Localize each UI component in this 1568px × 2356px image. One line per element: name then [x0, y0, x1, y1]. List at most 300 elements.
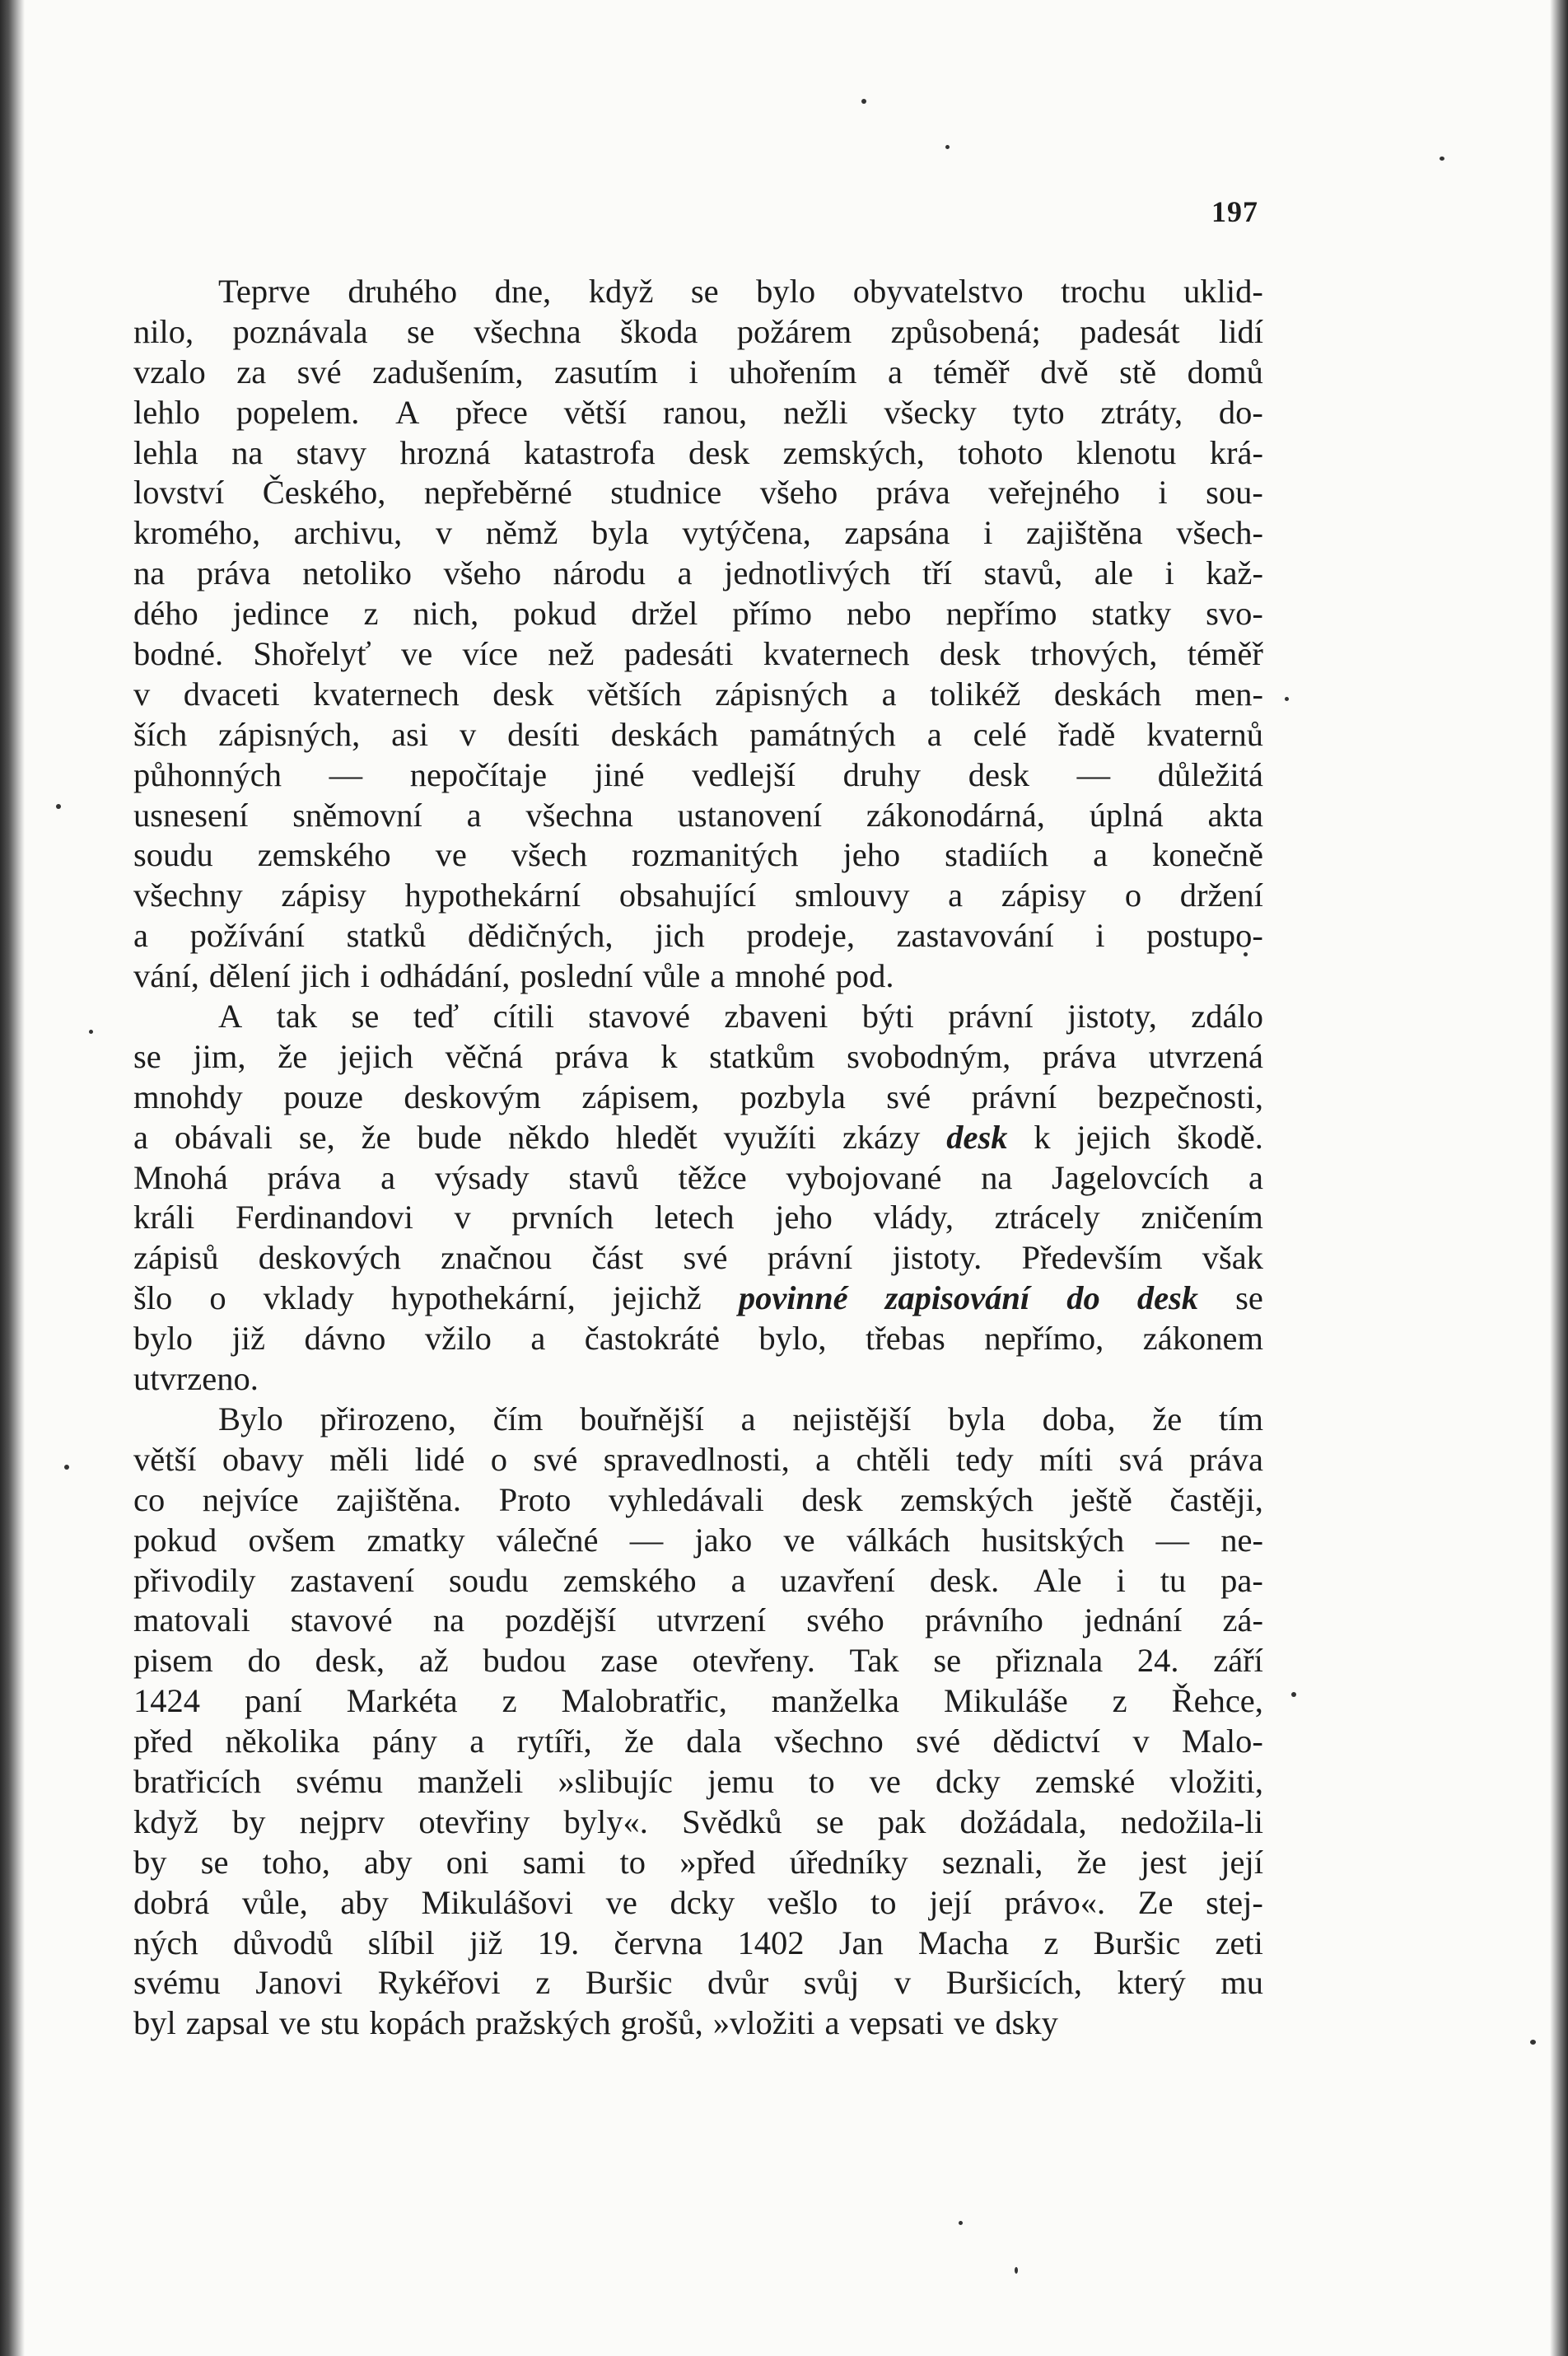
word: Proto — [498, 1480, 572, 1518]
word: své — [296, 353, 342, 390]
word: veřejného — [988, 474, 1120, 512]
word: kvaternech — [313, 675, 460, 713]
word: o — [490, 1440, 507, 1478]
page-edge-right — [1550, 0, 1568, 2356]
word: jistoty. — [892, 1239, 982, 1277]
word: vůle, — [241, 1883, 308, 1921]
word: třebas — [866, 1320, 945, 1358]
scan-speck — [1440, 157, 1444, 161]
word: manželi — [418, 1762, 524, 1800]
word: bratřicích — [133, 1762, 262, 1800]
word: z — [1043, 1924, 1059, 1961]
word: zákonodárná, — [866, 796, 1045, 834]
word: její — [1220, 1843, 1263, 1881]
word: právní — [767, 1239, 853, 1277]
word: část — [591, 1239, 644, 1277]
scan-speck — [64, 1465, 69, 1470]
text-line — [133, 1279, 1263, 1319]
word: zapsána — [844, 514, 950, 552]
word: o — [209, 1279, 226, 1317]
word: práva — [1189, 1440, 1263, 1478]
word: na — [981, 1158, 1013, 1196]
word: i — [1116, 1561, 1126, 1599]
word: archivu, — [293, 514, 403, 552]
word: mu — [1220, 1964, 1263, 2002]
word: padesát — [1080, 312, 1180, 350]
word: se — [690, 273, 719, 310]
word: na — [231, 433, 264, 471]
word: jedince — [232, 595, 329, 633]
word: dcky — [936, 1762, 1001, 1800]
word: kvaternech — [763, 635, 910, 673]
text-line — [133, 1359, 1263, 1400]
word: tří — [922, 554, 953, 592]
word: svo- — [1206, 595, 1263, 633]
word: i — [360, 957, 370, 995]
word: postupo- — [1146, 917, 1263, 955]
word: ztráty, — [1100, 393, 1183, 431]
word: ve — [605, 1883, 637, 1921]
word: vlády, — [873, 1199, 954, 1236]
word: nich, — [413, 595, 479, 633]
word: zbaveni — [724, 998, 828, 1035]
word: se — [1235, 1279, 1263, 1317]
word: zá- — [1222, 1601, 1263, 1639]
word: otevřeny. — [692, 1642, 815, 1680]
word: grošů, — [620, 2004, 703, 2042]
word: všechny — [133, 876, 243, 914]
word: vžilo — [424, 1320, 492, 1358]
word: že — [623, 1723, 654, 1760]
text-line — [133, 715, 1263, 755]
word: své — [886, 1077, 931, 1115]
word: manželka — [771, 1682, 899, 1720]
word: deskových — [258, 1239, 401, 1277]
word: tu — [1160, 1561, 1187, 1599]
word: požívání — [189, 917, 306, 955]
word: práva — [267, 1158, 342, 1196]
word: se — [133, 1037, 161, 1075]
word: častokráte — [584, 1320, 720, 1358]
word: své — [683, 1239, 728, 1277]
word: mnohé — [735, 957, 826, 995]
word: usnesení — [133, 796, 249, 834]
text-line — [133, 1238, 1263, 1279]
word: netoliko — [302, 554, 412, 592]
word: přímo — [732, 595, 812, 633]
word: men- — [1194, 675, 1263, 713]
word: ustanovení — [677, 796, 823, 834]
word: všechna — [474, 312, 581, 350]
word: držel — [631, 595, 698, 633]
word: desk — [946, 1118, 1008, 1156]
word: desk — [801, 1480, 863, 1518]
word: druhy — [842, 755, 922, 793]
word: »slibujíc — [558, 1762, 673, 1800]
word: Jagelovcích — [1052, 1158, 1210, 1196]
word: dožádala, — [959, 1802, 1087, 1840]
word: by — [231, 1802, 266, 1840]
word: Především — [1021, 1239, 1163, 1277]
word: i — [1158, 474, 1168, 512]
word: domů — [1187, 353, 1263, 390]
word: A — [395, 393, 420, 431]
word: Ale — [1034, 1561, 1082, 1599]
word: nejvíce — [202, 1480, 299, 1518]
word: zápisných, — [218, 715, 361, 753]
scan-speck — [1291, 1692, 1296, 1697]
word: byl — [133, 2004, 176, 2042]
word: září — [1213, 1642, 1263, 1680]
word: tyto — [1012, 393, 1065, 431]
word: z — [535, 1964, 551, 2002]
paragraph — [133, 272, 1263, 997]
word: Tak — [849, 1642, 899, 1680]
word: dcky — [670, 1883, 735, 1921]
word: že — [1076, 1843, 1107, 1881]
text-line — [133, 1118, 1263, 1158]
word: nebo — [846, 595, 912, 633]
word: řadě — [1057, 715, 1116, 753]
word: trochu — [1061, 273, 1146, 310]
text-line — [133, 1722, 1263, 1762]
word: pozbyla — [740, 1077, 846, 1115]
word: na — [432, 1601, 465, 1639]
word: sami — [522, 1843, 586, 1881]
text-line — [133, 1924, 1263, 1964]
word: a — [824, 2004, 840, 2042]
word: dsky — [995, 2004, 1058, 2042]
word: asi — [391, 715, 429, 753]
word: a — [881, 675, 897, 713]
word: vepsati — [849, 2004, 945, 2042]
word: Shořelyť — [253, 635, 371, 673]
word: obsahující — [618, 876, 757, 914]
text-line — [133, 393, 1263, 433]
word: uhořením — [729, 353, 857, 390]
word: využíti — [723, 1118, 817, 1156]
word: dvůr — [707, 1964, 769, 2002]
word: válečné — [496, 1521, 599, 1559]
scan-speck — [89, 1030, 93, 1034]
word: z — [363, 595, 379, 633]
word: půhonných — [133, 755, 282, 793]
word: úředníky — [789, 1843, 908, 1881]
word: jednotlivých — [724, 554, 891, 592]
text-line — [133, 675, 1263, 715]
word: Malo- — [1181, 1723, 1263, 1760]
word: stavové — [588, 998, 690, 1035]
word: i — [688, 353, 698, 390]
word: čím — [492, 1400, 544, 1437]
word: svému — [296, 1762, 384, 1800]
word: z — [502, 1682, 517, 1720]
word: matovali — [133, 1601, 250, 1639]
word: všechno — [774, 1723, 884, 1760]
word: lidí — [1218, 312, 1263, 350]
word: deskách — [1053, 675, 1162, 713]
word: Mnohá — [133, 1158, 228, 1196]
word: »před — [679, 1843, 756, 1881]
word: nepřímo, — [984, 1320, 1104, 1358]
text-line — [133, 1198, 1263, 1238]
word: prodeje, — [746, 917, 855, 955]
text-line — [133, 1037, 1263, 1077]
word: ovšem — [248, 1521, 336, 1559]
word: všech — [511, 836, 588, 874]
word: zemského — [257, 836, 391, 874]
word: tak — [276, 998, 318, 1035]
word: do — [1066, 1279, 1100, 1317]
word: — — [329, 755, 363, 793]
word: katastrofa — [524, 433, 656, 471]
text-line — [133, 513, 1263, 554]
word: výsady — [434, 1158, 530, 1196]
word: Svědků — [682, 1802, 782, 1840]
word: a — [730, 1561, 746, 1599]
word: k — [1034, 1118, 1051, 1156]
word: k — [660, 1037, 678, 1075]
body-text — [133, 272, 1263, 2044]
word: oni — [446, 1843, 489, 1881]
text-line — [133, 956, 1263, 997]
word: se, — [298, 1118, 335, 1156]
word: jeho — [842, 836, 901, 874]
word: v — [435, 514, 453, 552]
word: soudu — [133, 836, 213, 874]
word: a — [380, 1158, 396, 1196]
word: tolikéž — [930, 675, 1021, 713]
word: lidé — [414, 1440, 465, 1478]
word: zemských — [900, 1480, 1034, 1518]
word: v — [133, 675, 151, 713]
word: se — [407, 312, 435, 350]
word: na — [133, 554, 166, 592]
word: již — [469, 1924, 503, 1961]
word: o — [1124, 876, 1142, 914]
word: všeho — [443, 554, 522, 592]
word: desk — [968, 755, 1030, 793]
word: pouze — [283, 1077, 363, 1115]
text-line — [133, 1158, 1263, 1199]
word: pány — [372, 1723, 437, 1760]
word: konečně — [1152, 836, 1263, 874]
word: povinné — [738, 1279, 848, 1317]
word: budou — [483, 1642, 567, 1680]
word: zadušením, — [372, 353, 524, 390]
word: studnice — [610, 474, 722, 512]
word: jest — [1140, 1843, 1188, 1881]
word: držení — [1179, 876, 1263, 914]
text-line — [133, 1762, 1263, 1802]
word: dědictví — [992, 1723, 1100, 1760]
word: desk — [939, 635, 1001, 673]
word: vložiti, — [1169, 1762, 1263, 1800]
word: a — [1248, 1158, 1263, 1196]
word: rozmanitých — [632, 836, 799, 874]
word: A — [218, 998, 243, 1035]
word: téměř — [933, 353, 1010, 390]
word: stavů — [568, 1158, 639, 1196]
word: zajištěna. — [336, 1480, 462, 1518]
word: úplná — [1089, 796, 1164, 834]
word: jejich — [338, 1037, 413, 1075]
word: utvrzeno. — [133, 1360, 259, 1398]
word: aby — [340, 1883, 389, 1921]
word: teď — [413, 998, 460, 1035]
word: jich — [300, 957, 351, 995]
word: a — [677, 554, 693, 592]
word: a — [710, 957, 726, 995]
word: seznali, — [941, 1843, 1043, 1881]
word: zemské — [1034, 1762, 1136, 1800]
word: větší — [563, 393, 628, 431]
word: jim, — [193, 1037, 246, 1075]
word: zmatky — [366, 1521, 465, 1559]
word: dého — [133, 595, 198, 633]
word: pod. — [835, 957, 894, 995]
word: než — [548, 635, 595, 673]
word: svému — [133, 1964, 221, 2002]
scan-speck — [959, 2221, 963, 2225]
word: hypothekární, — [390, 1279, 576, 1317]
word: až — [418, 1642, 449, 1680]
word: desk, — [315, 1642, 385, 1680]
word: slíbil — [367, 1924, 435, 1961]
word: zkázy — [842, 1118, 921, 1156]
word: zasutím — [554, 353, 658, 390]
word: obávali — [174, 1118, 273, 1156]
word: Teprve — [218, 273, 310, 310]
word: několika — [225, 1723, 340, 1760]
word: smlouvy — [794, 876, 910, 914]
word: stu — [320, 2004, 360, 2042]
text-line — [133, 1480, 1263, 1521]
word: Markéta — [346, 1682, 458, 1720]
word: a — [466, 796, 482, 834]
word: padesáti — [623, 635, 734, 673]
word: bezpečnosti, — [1097, 1077, 1263, 1115]
word: Macha — [917, 1924, 1010, 1961]
word: právní — [948, 998, 1034, 1035]
word: desíti — [507, 715, 580, 753]
word: válkách — [846, 1521, 950, 1559]
word: Buršic — [1093, 1924, 1181, 1961]
word: když — [133, 1802, 198, 1840]
word: zeti — [1215, 1924, 1263, 1961]
word: mnohdy — [133, 1077, 243, 1115]
word: Ze — [1137, 1883, 1174, 1921]
word: — — [629, 1521, 664, 1559]
word: zdálo — [1191, 998, 1263, 1035]
word: bouřnější — [580, 1400, 704, 1437]
word: ranou, — [662, 393, 748, 431]
word: hrozná — [399, 433, 491, 471]
word: pozdější — [505, 1601, 617, 1639]
word: toho, — [262, 1843, 330, 1881]
word: i — [1164, 554, 1174, 592]
word: ných — [133, 1924, 198, 1961]
page-edge-left — [0, 0, 25, 2356]
word: vybojované — [786, 1158, 942, 1196]
word: rytíři, — [516, 1723, 592, 1760]
word: přiznala — [995, 1642, 1104, 1680]
word: dávno — [304, 1320, 386, 1358]
word: ve — [278, 2004, 311, 2042]
word: před — [133, 1723, 193, 1760]
word: do- — [1218, 393, 1263, 431]
word: lovství — [133, 474, 225, 512]
word: ale — [1094, 554, 1133, 592]
word: dědičných, — [467, 917, 614, 955]
word: stavové — [290, 1601, 393, 1639]
word: června — [614, 1924, 703, 1961]
word: tohoto — [958, 433, 1043, 471]
word: nežli — [782, 393, 848, 431]
word: zastavování — [896, 917, 1054, 955]
word: že — [1152, 1400, 1183, 1437]
word: sněmovní — [292, 796, 422, 834]
word: 24. — [1136, 1642, 1179, 1680]
word: utvrzení — [656, 1601, 767, 1639]
word: dobrá — [133, 1883, 210, 1921]
word: škoda — [619, 312, 698, 350]
word: jejich — [1076, 1118, 1151, 1156]
word: ve — [869, 1762, 901, 1800]
word: dala — [686, 1723, 742, 1760]
word: důvodů — [232, 1924, 334, 1961]
word: a — [887, 353, 903, 390]
scan-speck — [56, 804, 61, 809]
word: otevřiny — [418, 1802, 530, 1840]
word: ve — [954, 2004, 986, 2042]
word: cítili — [492, 998, 554, 1035]
word: přirozeno, — [320, 1400, 456, 1437]
word: ve — [783, 1521, 815, 1559]
word: zase — [600, 1642, 658, 1680]
word: obyvatelstvo — [852, 273, 1024, 310]
word: dvaceti — [183, 675, 280, 713]
text-line — [133, 1843, 1263, 1883]
word: zápisných — [715, 675, 849, 713]
word: pokud — [513, 595, 597, 633]
word: práva — [875, 474, 950, 512]
word: Českého, — [262, 474, 386, 512]
word: lehla — [133, 433, 198, 471]
word: pak — [877, 1802, 926, 1840]
word: utvrzená — [1148, 1037, 1263, 1075]
word: zapisování — [884, 1279, 1030, 1317]
word: v — [454, 1199, 471, 1236]
word: všechna — [525, 796, 633, 834]
word: bylo — [756, 273, 816, 310]
text-line — [133, 755, 1263, 796]
word: 1402 — [737, 1924, 805, 1961]
word: však — [1202, 1239, 1263, 1277]
word: právního — [924, 1601, 1043, 1639]
word: letech — [654, 1199, 735, 1236]
word: pokud — [133, 1521, 217, 1559]
word: památných — [749, 715, 896, 753]
word: obavy — [222, 1440, 304, 1478]
word: Malobratřic, — [561, 1682, 727, 1720]
word: chtěli — [856, 1440, 931, 1478]
text-line — [133, 634, 1263, 675]
scan-speck — [1015, 2267, 1018, 2274]
word: který — [1117, 1964, 1186, 2002]
text-line — [133, 1400, 1263, 1440]
word: své — [916, 1723, 961, 1760]
